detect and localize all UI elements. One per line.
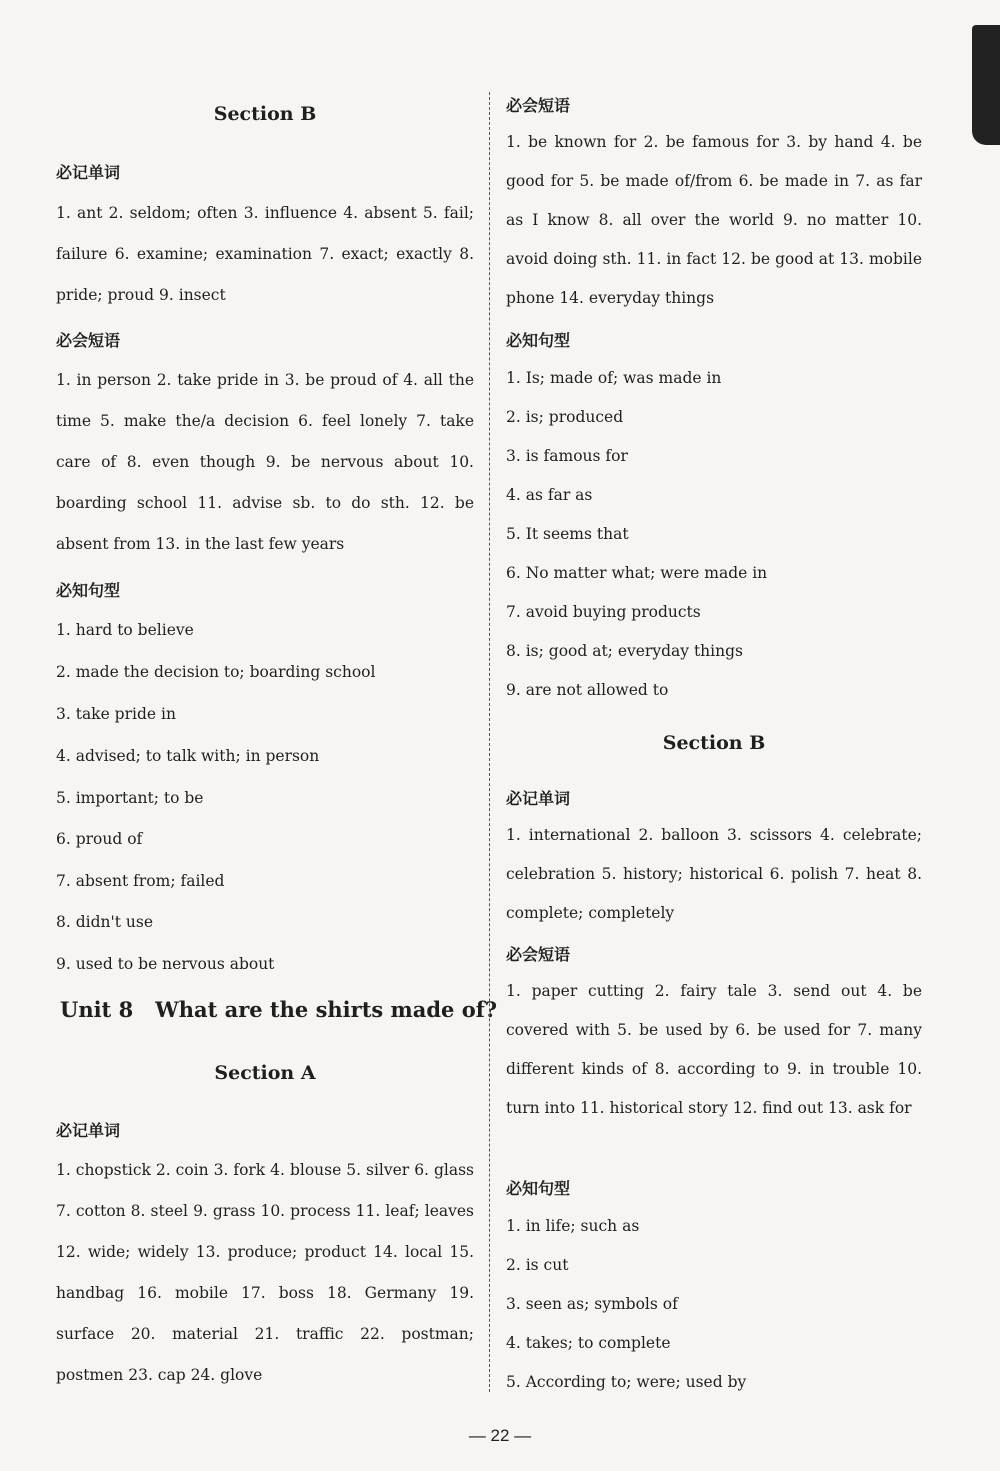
sentence-item: 1. Is; made of; was made in	[506, 369, 722, 387]
sentence-item: 7. absent from; failed	[56, 872, 225, 890]
section-b-title: Section B	[213, 103, 317, 125]
sentences-heading: 必知句型	[56, 581, 121, 600]
phrases-list: 1. be known for 2. be famous for 3. by hand 4. be good for 5. be made of/from 6. be made in 7. as far as I know 8. all over the world 9. no matter 10. avoid doing sth. 11. in fact 12. be good at 13. mobile phone 14. everyday things	[506, 133, 922, 307]
sentence-item: 4. as far as	[506, 486, 593, 504]
sentence-item: 2. is cut	[506, 1256, 569, 1274]
column-divider	[489, 92, 491, 1392]
vocab-list: 1. international 2. balloon 3. scissors 4. celebrate; celebration 5. history; historical 6. polish 7. heat 8. complete; completely	[506, 826, 922, 922]
vocab-heading: 必记单词	[506, 789, 571, 808]
sentence-item: 4. advised; to talk with; in person	[56, 747, 320, 765]
sentence-item: 6. proud of	[56, 830, 143, 848]
sentence-item: 3. is famous for	[506, 447, 628, 465]
sentence-item: 3. take pride in	[56, 705, 176, 723]
sentence-item: 2. made the decision to; boarding school	[56, 663, 376, 681]
sentence-item: 7. avoid buying products	[506, 603, 701, 621]
sentences-heading: 必知句型	[506, 331, 571, 350]
page-number: — 22 —	[468, 1426, 532, 1445]
vocab-list: 1. ant 2. seldom; often 3. influence 4. absent 5. fail; failure 6. examine; examination 7. exact; exactly 8. pride; proud 9. insect	[56, 204, 474, 304]
sentence-item: 2. is; produced	[506, 408, 624, 426]
sentence-item: 4. takes; to complete	[506, 1334, 671, 1352]
vocab-a-heading: 必记单词	[56, 1121, 121, 1140]
phrases-list: 1. in person 2. take pride in 3. be proud of 4. all the time 5. make the/a decision 6. feel lonely 7. take care of 8. even though 9. be nervous about 10. boarding school 11. advise sb. to do sth. 12. be absent from 13. in the last few years	[56, 371, 474, 553]
sentence-item: 8. is; good at; everyday things	[506, 642, 743, 660]
section-a-title: Section A	[214, 1062, 316, 1084]
sentence-item: 1. hard to believe	[56, 621, 194, 639]
sentence-item: 5. According to; were; used by	[506, 1373, 747, 1391]
sentences-heading: 必知句型	[506, 1179, 571, 1198]
phrases-heading: 必会短语	[56, 331, 121, 350]
phrases-heading: 必会短语	[506, 96, 571, 115]
phrases-heading: 必会短语	[506, 945, 571, 964]
sentence-item: 9. are not allowed to	[506, 681, 669, 699]
unit-title: Unit 8 What are the shirts made of?	[60, 997, 498, 1022]
vocab-a-list: 1. chopstick 2. coin 3. fork 4. blouse 5. silver 6. glass 7. cotton 8. steel 9. grass 10. process 11. leaf; leaves 12. wide; widely 13. produce; product 14. local 15. handbag 16. mobile 17. boss 18. Germany 19. surface 20. material 21. traffic 22. postman; postmen 23. cap 24. glove	[56, 1161, 474, 1384]
sentence-item: 3. seen as; symbols of	[506, 1295, 678, 1313]
section-b-title: Section B	[662, 732, 766, 754]
sentence-item: 1. in life; such as	[506, 1217, 640, 1235]
sentence-item: 6. No matter what; were made in	[506, 564, 768, 582]
sentence-item: 9. used to be nervous about	[56, 955, 275, 973]
sentence-item: 5. It seems that	[506, 525, 629, 543]
sentence-item: 5. important; to be	[56, 789, 204, 807]
sentence-item: 8. didn't use	[56, 913, 154, 931]
phrases-list: 1. paper cutting 2. fairy tale 3. send out 4. be covered with 5. be used by 6. be used for 7. many different kinds of 8. according to 9. in trouble 10. turn into 11. historical story 12. find out 13. ask for	[506, 982, 922, 1117]
scan-edge-shadow	[972, 25, 1000, 145]
vocab-heading: 必记单词	[56, 163, 121, 182]
